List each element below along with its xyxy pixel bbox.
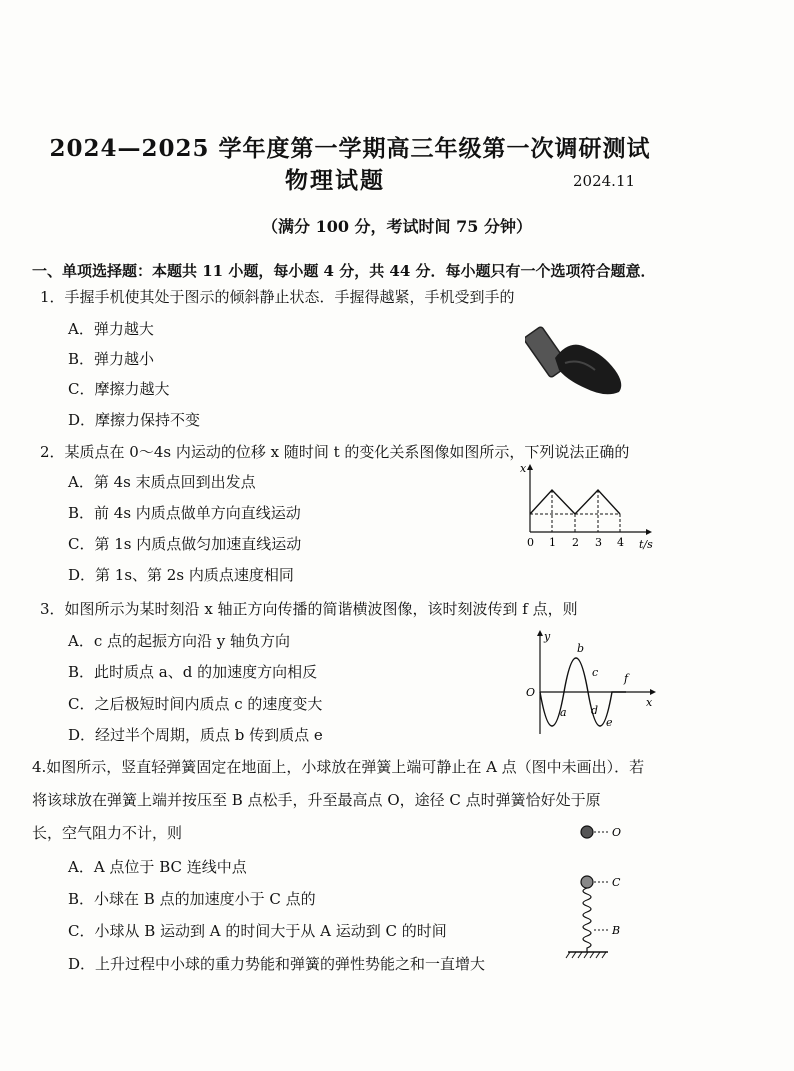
- exam-date: 2024.11: [573, 172, 636, 190]
- wave-y-label: y: [544, 630, 551, 643]
- label-b: B: [612, 924, 621, 937]
- q1-option-a: A．弹力越大: [68, 320, 154, 338]
- wave-x-label: x: [646, 696, 653, 709]
- q1-option-c: C．摩擦力越大: [68, 380, 170, 398]
- ball-at-c-icon: [581, 876, 593, 888]
- xt-curve: [530, 490, 620, 514]
- point-c: c: [592, 666, 599, 679]
- point-b: b: [577, 642, 585, 655]
- label-o: O: [612, 826, 622, 839]
- point-f: f: [624, 672, 629, 685]
- q2-option-d: D．第 1s、第 2s 内质点速度相同: [68, 566, 294, 584]
- displacement-time-graph: [518, 462, 658, 554]
- q2-option-a: A．第 4s 末质点回到出发点: [68, 473, 256, 491]
- q4-option-d: D．上升过程中小球的重力势能和弹簧的弹性势能之和一直增大: [68, 955, 486, 973]
- q3-option-b: B．此时质点 a、d 的加速度方向相反: [68, 663, 318, 681]
- t-axis-label: t/s: [639, 538, 653, 551]
- q4-option-b: B．小球在 B 点的加速度小于 C 点的: [68, 890, 316, 908]
- tick-4: 4: [617, 536, 624, 549]
- exam-subtitle: 物理试题: [285, 167, 385, 194]
- q4-stem-line-3: 长，空气阻力不计，则: [32, 824, 183, 842]
- tick-0: 0: [527, 536, 534, 549]
- tick-3: 3: [595, 536, 602, 549]
- exam-title: 2024—2025 学年度第一学期高三年级第一次调研测试: [49, 135, 651, 162]
- q3-option-a: A．c 点的起振方向沿 y 轴负方向: [68, 632, 291, 650]
- x-axis-label: x: [520, 462, 527, 475]
- tick-2: 2: [572, 536, 579, 549]
- q3-stem: 3．如图所示为某时刻沿 x 轴正方向传播的简谐横波图像，该时刻波传到 f 点，则: [40, 600, 578, 618]
- ground-icon: [566, 952, 608, 958]
- q1-option-d: D．摩擦力保持不变: [68, 411, 201, 429]
- label-c: C: [612, 876, 621, 889]
- ball-at-o-icon: [581, 826, 593, 838]
- hand-phone-figure: [525, 318, 635, 408]
- point-e: e: [606, 716, 613, 729]
- exam-note: （满分 100 分，考试时间 75 分钟）: [262, 217, 532, 236]
- q2-option-c: C．第 1s 内质点做匀加速直线运动: [68, 535, 302, 553]
- t-axis-arrow: [646, 529, 652, 535]
- q2-option-b: B．前 4s 内质点做单方向直线运动: [68, 504, 301, 522]
- tick-1: 1: [549, 536, 556, 549]
- hand-icon: [555, 345, 621, 395]
- spring-icon: [583, 888, 591, 952]
- spring-ball-figure: [560, 818, 650, 964]
- q3-option-d: D．经过半个周期，质点 b 传到质点 e: [68, 726, 323, 744]
- section-heading: 一、单项选择题：本题共 11 小题，每小题 4 分，共 44 分．每小题只有一个选项符合题意．: [32, 262, 656, 280]
- wave-graph: [520, 628, 660, 740]
- q1-option-b: B．弹力越小: [68, 350, 155, 368]
- wave-x-arrow: [650, 689, 656, 695]
- q4-stem-line-2: 将该球放在弹簧上端并按压至 B 点松手，升至最高点 O，途径 C 点时弹簧恰好处于原: [32, 791, 601, 809]
- q4-option-c: C．小球从 B 运动到 A 的时间大于从 A 运动到 C 的时间: [68, 922, 447, 940]
- q2-stem: 2．某质点在 0～4s 内运动的位移 x 随时间 t 的变化关系图像如图所示，下列说法正确的: [40, 443, 630, 461]
- wave-y-arrow: [537, 630, 543, 636]
- q3-option-c: C．之后极短时间内质点 c 的速度变大: [68, 695, 323, 713]
- q1-stem: 1．手握手机使其处于图示的倾斜静止状态．手握得越紧，手机受到手的: [40, 288, 515, 306]
- wave-origin-label: O: [526, 686, 536, 699]
- q4-stem-line-1: 4.如图所示，竖直轻弹簧固定在地面上，小球放在弹簧上端可静止在 A 点（图中未画出）．若: [32, 758, 645, 776]
- q4-option-a: A．A 点位于 BC 连线中点: [68, 858, 247, 876]
- x-axis-arrow: [527, 464, 533, 470]
- point-d: d: [591, 704, 599, 717]
- point-a: a: [560, 706, 567, 719]
